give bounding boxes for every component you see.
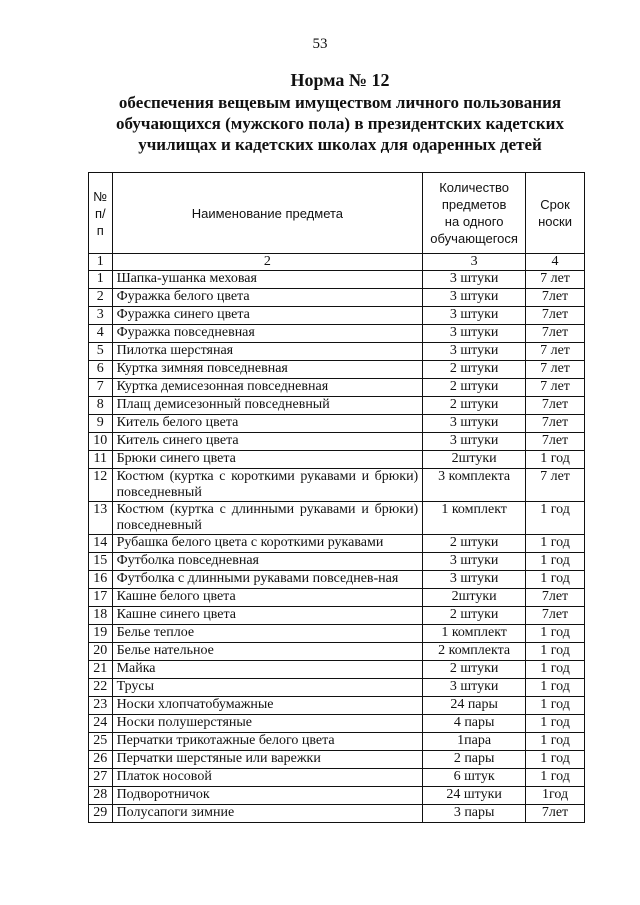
item-name: Китель белого цвета <box>112 415 423 433</box>
item-name: Костюм (куртка с длинными рукавами и брюки) повседневный <box>112 502 423 535</box>
item-name: Носки хлопчатобумажные <box>112 697 423 715</box>
item-wear-term: 1 год <box>526 625 585 643</box>
item-quantity: 2 штуки <box>423 361 526 379</box>
item-quantity: 2 пары <box>423 751 526 769</box>
item-quantity: 3 штуки <box>423 271 526 289</box>
row-number: 29 <box>89 805 113 823</box>
item-wear-term: 7 лет <box>526 343 585 361</box>
row-number: 19 <box>89 625 113 643</box>
item-name: Брюки синего цвета <box>112 451 423 469</box>
item-wear-term: 1 год <box>526 502 585 535</box>
item-wear-term: 1год <box>526 787 585 805</box>
item-name: Перчатки трикотажные белого цвета <box>112 733 423 751</box>
item-wear-term: 1 год <box>526 643 585 661</box>
row-number: 13 <box>89 502 113 535</box>
item-quantity: 2 штуки <box>423 535 526 553</box>
row-number: 8 <box>89 397 113 415</box>
table-row <box>89 571 585 589</box>
item-wear-term: 1 год <box>526 679 585 697</box>
row-number: 1 <box>89 271 113 289</box>
item-wear-term: 7лет <box>526 397 585 415</box>
item-quantity: 2 комплекта <box>423 643 526 661</box>
item-wear-term: 1 год <box>526 661 585 679</box>
column-index: 1 <box>89 254 113 271</box>
header-term-line: носки <box>538 214 572 229</box>
header-term <box>526 173 585 254</box>
item-quantity: 2 штуки <box>423 607 526 625</box>
item-quantity: 24 штуки <box>423 787 526 805</box>
item-name: Плащ демисезонный повседневный <box>112 397 423 415</box>
item-quantity: 3 штуки <box>423 325 526 343</box>
item-quantity: 2штуки <box>423 451 526 469</box>
table-row <box>89 343 585 361</box>
item-name: Кашне белого цвета <box>112 589 423 607</box>
item-wear-term: 1 год <box>526 535 585 553</box>
item-quantity: 3 штуки <box>423 307 526 325</box>
item-wear-term: 7лет <box>526 289 585 307</box>
item-quantity: 1 комплект <box>423 625 526 643</box>
item-quantity: 24 пары <box>423 697 526 715</box>
row-number: 26 <box>89 751 113 769</box>
row-number: 2 <box>89 289 113 307</box>
item-name: Трусы <box>112 679 423 697</box>
item-name: Перчатки шерстяные или варежки <box>112 751 423 769</box>
item-quantity: 2штуки <box>423 589 526 607</box>
item-quantity: 2 штуки <box>423 661 526 679</box>
item-name: Кашне синего цвета <box>112 607 423 625</box>
row-number: 6 <box>89 361 113 379</box>
item-name: Подворотничок <box>112 787 423 805</box>
item-name: Пилотка шерстяная <box>112 343 423 361</box>
item-quantity: 3 штуки <box>423 289 526 307</box>
norm-table <box>88 172 585 823</box>
item-name: Белье теплое <box>112 625 423 643</box>
item-quantity: 3 штуки <box>423 415 526 433</box>
item-wear-term: 7лет <box>526 433 585 451</box>
norm-title: Норма № 12 <box>290 70 390 90</box>
item-wear-term: 7 лет <box>526 469 585 502</box>
row-number: 11 <box>89 451 113 469</box>
header-qty <box>423 173 526 254</box>
item-wear-term: 7 лет <box>526 271 585 289</box>
item-wear-term: 1 год <box>526 769 585 787</box>
item-name: Майка <box>112 661 423 679</box>
table-row <box>89 697 585 715</box>
item-name: Куртка демисезонная повседневная <box>112 379 423 397</box>
item-name: Платок носовой <box>112 769 423 787</box>
row-number: 5 <box>89 343 113 361</box>
table-row <box>89 607 585 625</box>
item-wear-term: 1 год <box>526 451 585 469</box>
table-row <box>89 715 585 733</box>
item-wear-term: 1 год <box>526 571 585 589</box>
row-number: 23 <box>89 697 113 715</box>
item-name: Куртка зимняя повседневная <box>112 361 423 379</box>
item-quantity: 6 штук <box>423 769 526 787</box>
item-name: Носки полушерстяные <box>112 715 423 733</box>
row-number: 4 <box>89 325 113 343</box>
column-index-row <box>89 254 585 271</box>
item-quantity: 1пара <box>423 733 526 751</box>
header-name: Наименование предмета <box>112 173 423 254</box>
row-number: 14 <box>89 535 113 553</box>
table-body <box>89 254 585 823</box>
row-number: 25 <box>89 733 113 751</box>
table-row <box>89 643 585 661</box>
column-index: 4 <box>526 254 585 271</box>
item-wear-term: 7 лет <box>526 379 585 397</box>
column-index: 3 <box>423 254 526 271</box>
item-name: Шапка-ушанка меховая <box>112 271 423 289</box>
item-name: Фуражка синего цвета <box>112 307 423 325</box>
title-line: обеспечения вещевым имуществом личного пользования <box>118 93 562 112</box>
row-number: 10 <box>89 433 113 451</box>
row-number: 9 <box>89 415 113 433</box>
row-number: 27 <box>89 769 113 787</box>
item-wear-term: 1 год <box>526 751 585 769</box>
table-row <box>89 625 585 643</box>
table-row <box>89 307 585 325</box>
header-num-line: № <box>93 188 108 204</box>
item-name: Полусапоги зимние <box>112 805 423 823</box>
table-row <box>89 661 585 679</box>
item-name: Белье нательное <box>112 643 423 661</box>
row-number: 7 <box>89 379 113 397</box>
header-num <box>89 173 113 254</box>
row-number: 17 <box>89 589 113 607</box>
table-row <box>89 469 585 502</box>
table-row <box>89 805 585 823</box>
item-quantity: 2 штуки <box>423 397 526 415</box>
row-number: 15 <box>89 553 113 571</box>
item-wear-term: 7лет <box>526 607 585 625</box>
header-term-line: Срок <box>540 197 570 212</box>
table-row <box>89 379 585 397</box>
table-row <box>89 769 585 787</box>
item-quantity: 1 комплект <box>423 502 526 535</box>
table-header-row <box>89 173 585 254</box>
item-wear-term: 1 год <box>526 553 585 571</box>
table-row <box>89 271 585 289</box>
table-row <box>89 751 585 769</box>
document-title <box>80 70 600 155</box>
table-row <box>89 553 585 571</box>
row-number: 22 <box>89 679 113 697</box>
item-name: Футболка повседневная <box>112 553 423 571</box>
row-number: 18 <box>89 607 113 625</box>
row-number: 28 <box>89 787 113 805</box>
item-wear-term: 1 год <box>526 715 585 733</box>
table-row <box>89 361 585 379</box>
row-number: 12 <box>89 469 113 502</box>
item-name: Фуражка повседневная <box>112 325 423 343</box>
item-wear-term: 7лет <box>526 589 585 607</box>
item-quantity: 3 штуки <box>423 343 526 361</box>
table-row <box>89 679 585 697</box>
item-wear-term: 7 лет <box>526 361 585 379</box>
item-name: Китель синего цвета <box>112 433 423 451</box>
row-number: 3 <box>89 307 113 325</box>
table-row <box>89 451 585 469</box>
item-wear-term: 7лет <box>526 805 585 823</box>
item-quantity: 3 штуки <box>423 571 526 589</box>
item-wear-term: 1 год <box>526 733 585 751</box>
item-name: Костюм (куртка с короткими рукавами и брюки) повседневный <box>112 469 423 502</box>
item-quantity: 2 штуки <box>423 379 526 397</box>
header-qty-line: Количество <box>439 180 510 195</box>
header-qty-line: на одного <box>444 214 504 229</box>
table-row <box>89 589 585 607</box>
item-wear-term: 7лет <box>526 415 585 433</box>
page-number: 53 <box>312 36 328 52</box>
item-wear-term: 7лет <box>526 325 585 343</box>
table-row <box>89 397 585 415</box>
item-name: Рубашка белого цвета с короткими рукавами <box>112 535 423 553</box>
item-name: Фуражка белого цвета <box>112 289 423 307</box>
item-quantity: 3 штуки <box>423 433 526 451</box>
header-qty-line: обучающегося <box>430 231 518 246</box>
table-row <box>89 415 585 433</box>
header-qty-line: предметов <box>441 197 507 212</box>
header-num-line: п/п <box>94 205 106 238</box>
title-line: обучающихся (мужского пола) в президентских кадетских <box>116 114 564 133</box>
table-row <box>89 733 585 751</box>
table-row <box>89 787 585 805</box>
item-quantity: 3 штуки <box>423 679 526 697</box>
table-row <box>89 289 585 307</box>
item-quantity: 3 комплекта <box>423 469 526 502</box>
table-row <box>89 325 585 343</box>
row-number: 24 <box>89 715 113 733</box>
row-number: 21 <box>89 661 113 679</box>
title-line: училищах и кадетских школах для одаренных детей <box>138 135 542 154</box>
item-wear-term: 1 год <box>526 697 585 715</box>
item-quantity: 3 штуки <box>423 553 526 571</box>
row-number: 16 <box>89 571 113 589</box>
row-number: 20 <box>89 643 113 661</box>
item-wear-term: 7лет <box>526 307 585 325</box>
table-row <box>89 502 585 535</box>
table-row <box>89 433 585 451</box>
column-index: 2 <box>112 254 423 271</box>
item-name: Футболка с длинными рукавами повседнев-ная <box>112 571 423 589</box>
item-quantity: 4 пары <box>423 715 526 733</box>
item-quantity: 3 пары <box>423 805 526 823</box>
table-row <box>89 535 585 553</box>
